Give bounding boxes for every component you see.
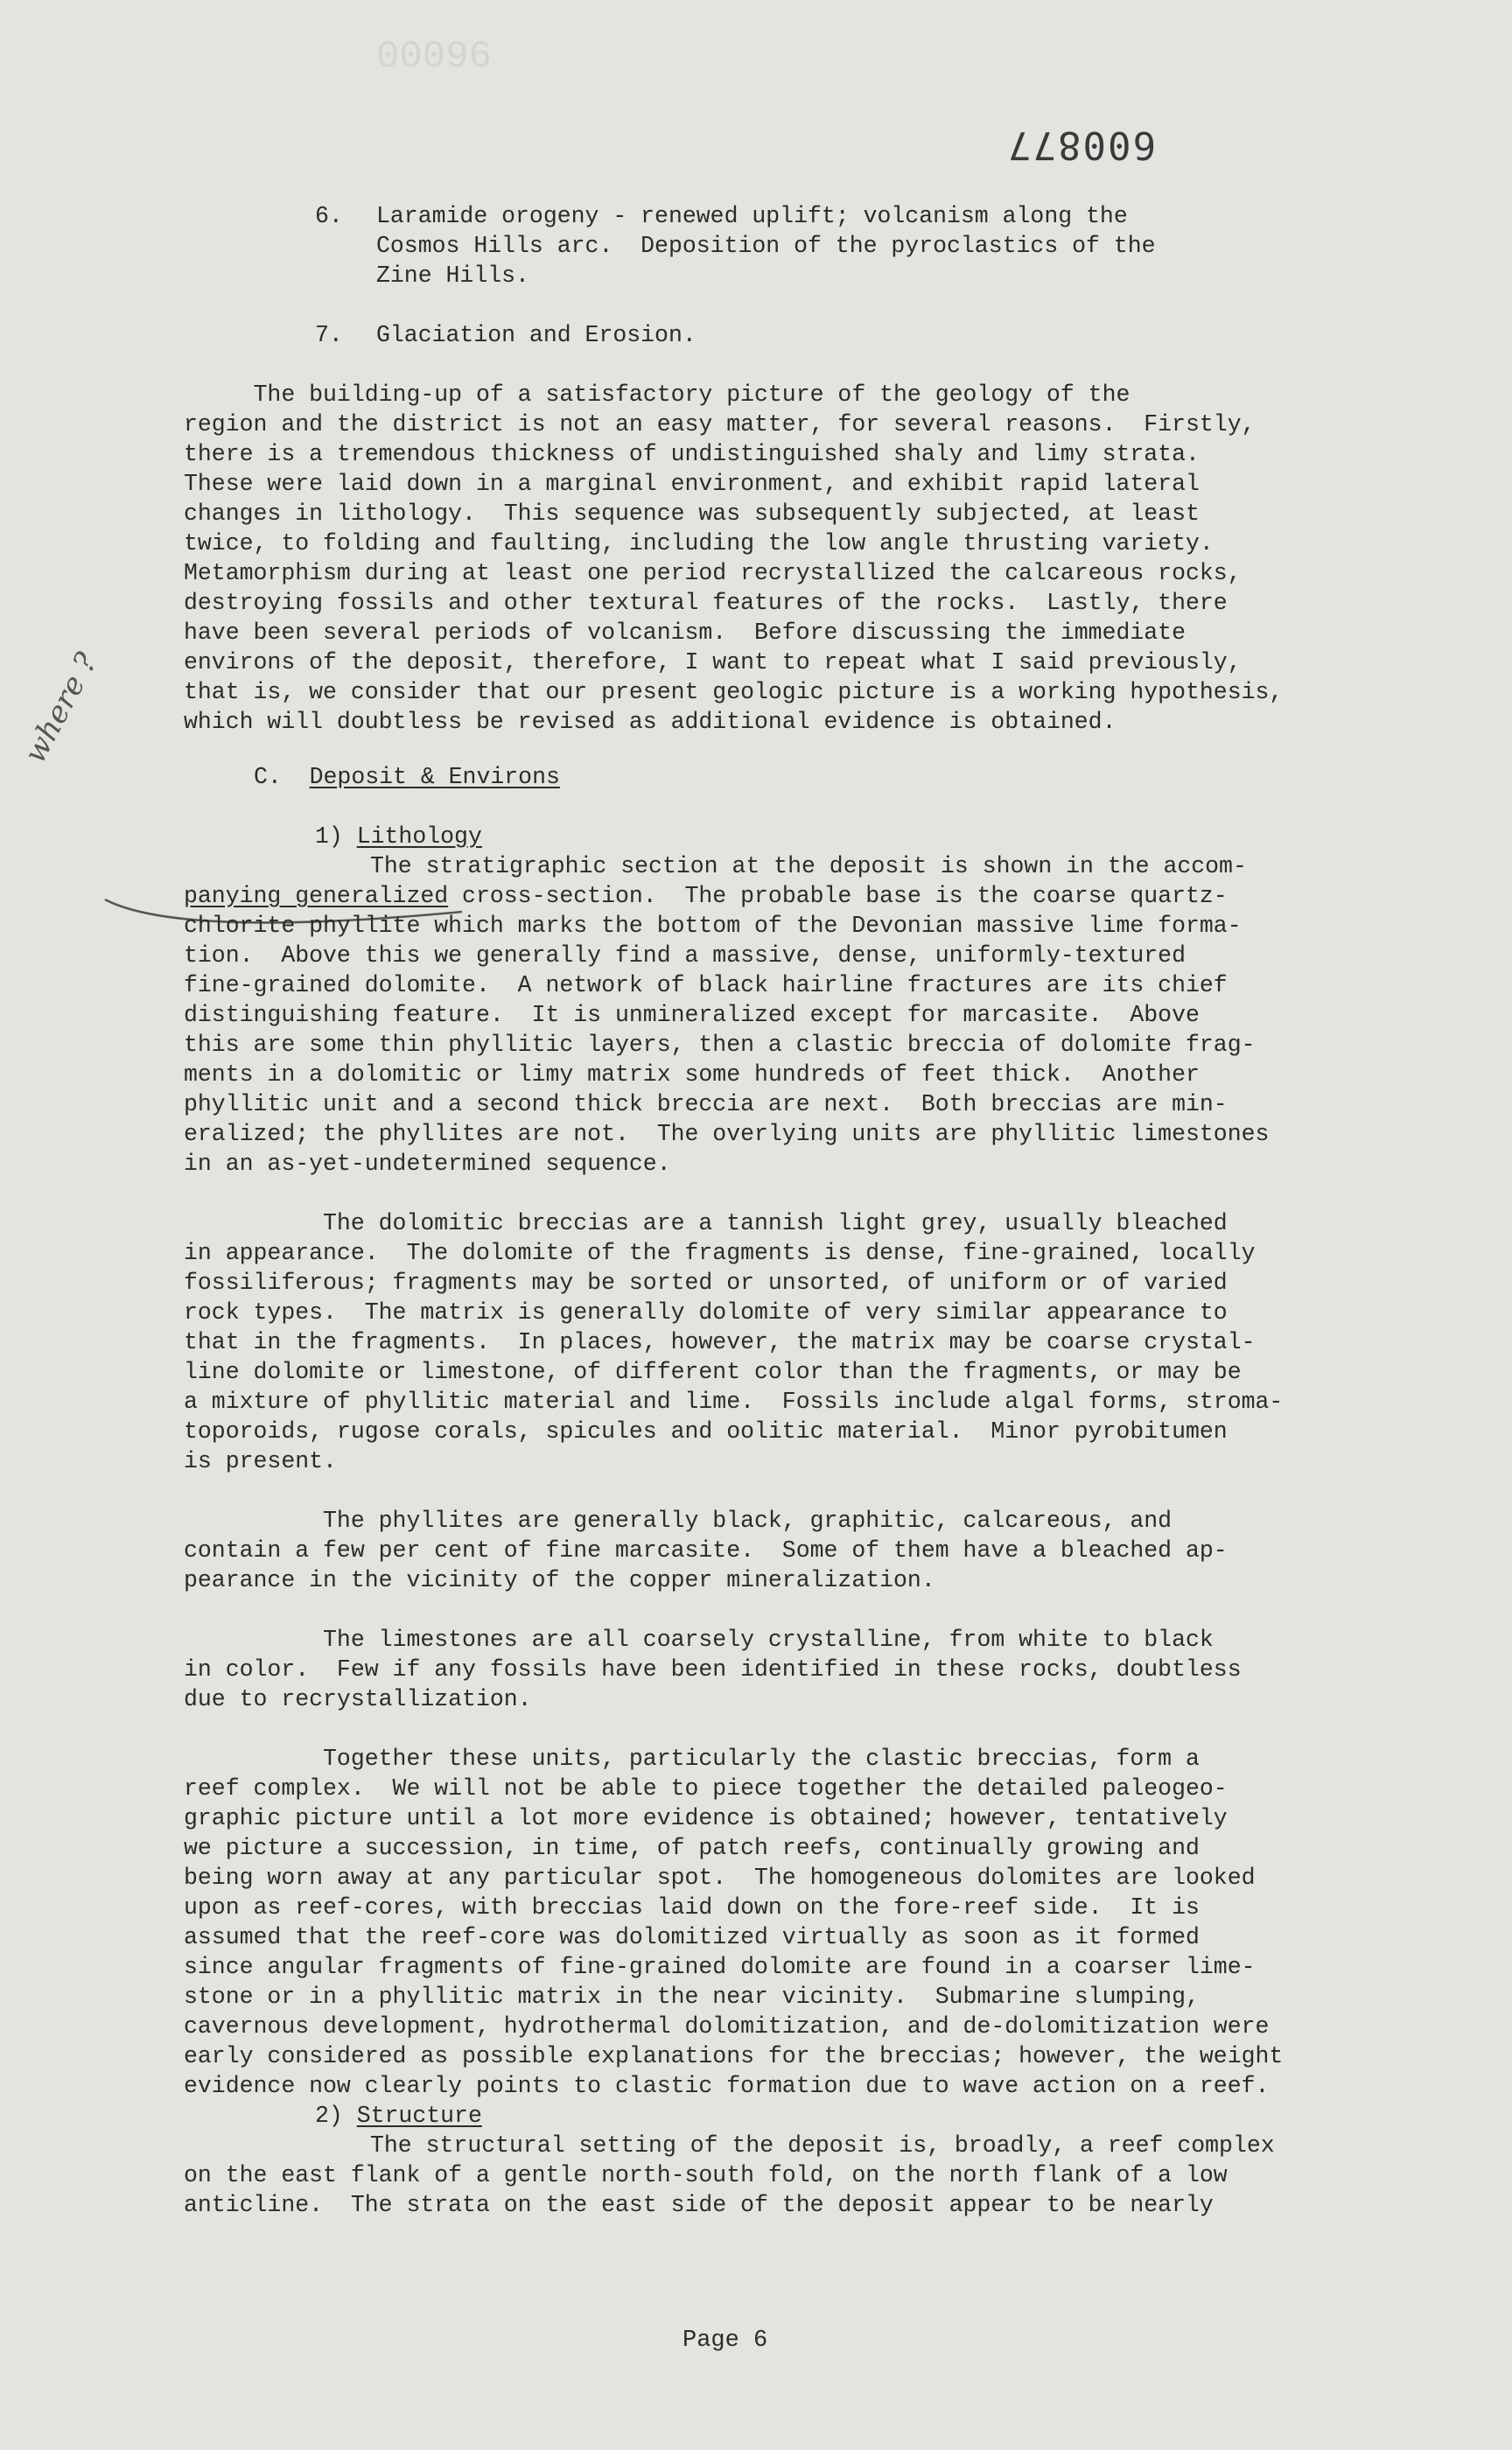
limestones-paragraph: The limestones are all coarsely crystalline, from white to black in color. Few if any fossils have been identified in these rocks, doubtless due to recrystallization.	[184, 1627, 1242, 1712]
lithology-heading: 1) Lithology	[315, 823, 482, 850]
handwritten-margin-note: where ?	[18, 647, 105, 769]
intro-paragraph: The building-up of a satisfactory picture of the geology of the region and the district is not an easy matter, for several reasons. Firstly, there is a tremendous thickness of undistinguished shaly and limy strata. These were laid down in a marginal environment, and exhibit rapid lateral changes in lithology. This sequence was subsequently subjected, at least twice, to folding and faulting, including the low angle thrusting variety. Metamorphism during at least one period recrystallized the calcareous rocks, destroying fossils and other textural features of the rocks. Lastly, there have been several periods of volcanism. Before discussing the immediate environs of the deposit, therefore, I want to repeat what I said previously, that is, we consider that our present geologic picture is a working hypothesis, which will doubtless be revised as additional evidence is obtained.	[184, 382, 1284, 735]
section-c-heading: C. Deposit & Environs	[254, 764, 560, 790]
breccias-paragraph: The dolomitic breccias are a tannish light grey, usually bleached in appearance. The dolomite of the fragments is dense, fine-grained, locally fossiliferous; fragments may be sorted or unsorted, of uniform or of varied rock types. The matrix is generally dolomite of very similar appearance to that in the fragments. In places, however, the matrix may be coarse crystal- line dolomite or limestone, of different color than the fragments, or may be a mixture of phyllitic material and lime. Fossils include algal forms, stroma- toporoids, rugose corals, spicules and oolitic material. Minor pyrobitumen is present.	[184, 1210, 1284, 1474]
structure-heading: 2) Structure	[315, 2103, 482, 2129]
faded-stamp: 00096	[376, 35, 493, 79]
document-number-stamp: 600877	[1006, 122, 1156, 167]
reef-paragraph: Together these units, particularly the clastic breccias, form a reef complex. We will not be able to piece together the detailed paleogeo- graphic picture until a lot more evidence is obtained; however, tentatively we picture a succession, in time, of patch reefs, continually growing and being worn away at any particular spot. The homogeneous dolomites are looked upon as reef-cores, with breccias laid down on the fore-reef side. It is assumed that the reef-core was dolomitized virtually as soon as it formed since angular fragments of fine-grained dolomite are found in a coarser lime- stone or in a phyllitic matrix in the near vicinity. Submarine slumping, cavernous development, hydrothermal dolomitization, and de-dolomitization were early considered as possible explanations for the breccias; however, the weight evidence now clearly points to clastic formation due to wave action on a reef.	[184, 1746, 1284, 2099]
structure-paragraph: The structural setting of the deposit is, broadly, a reef complex on the east flank of a gentle north-south fold, on the north flank of a low anticline. The strata on the east side of the deposit appear to be nearly	[184, 2132, 1275, 2218]
list-item-7: 7. Glaciation and Erosion.	[315, 322, 696, 348]
phyllites-paragraph: The phyllites are generally black, graphitic, calcareous, and contain a few per cent of fine marcasite. Some of them have a bleached ap- pearance in the vicinity of the copper mineralization.	[184, 1508, 1228, 1593]
page-number: Page 6	[682, 2328, 768, 2354]
list-item-6: 6. Laramide orogeny - renewed uplift; volcanism along the Cosmos Hills arc. Deposition of the pyroclastics of the Zine Hills.	[315, 203, 1156, 289]
lithology-paragraph: The stratigraphic section at the deposit is shown in the accom- panying generalized cross-section. The probable base is the coarse quartz- chlorite phyllite which marks the bottom of the Devonian massive lime forma- tion. Above this we generally find a massive, dense, uniformly-textured fine-grained dolomite. A network of black hairline fractures are its chief distinguishing feature. It is unmineralized except for marcasite. Above this are some thin phyllitic layers, then a clastic breccia of dolomite frag- ments in a dolomitic or limy matrix some hundreds of feet thick. Another phyllitic unit and a second thick breccia are next. Both breccias are min- eralized; the phyllites are not. The overlying units are phyllitic limestones in an as-yet-undetermined sequence.	[184, 853, 1270, 1177]
